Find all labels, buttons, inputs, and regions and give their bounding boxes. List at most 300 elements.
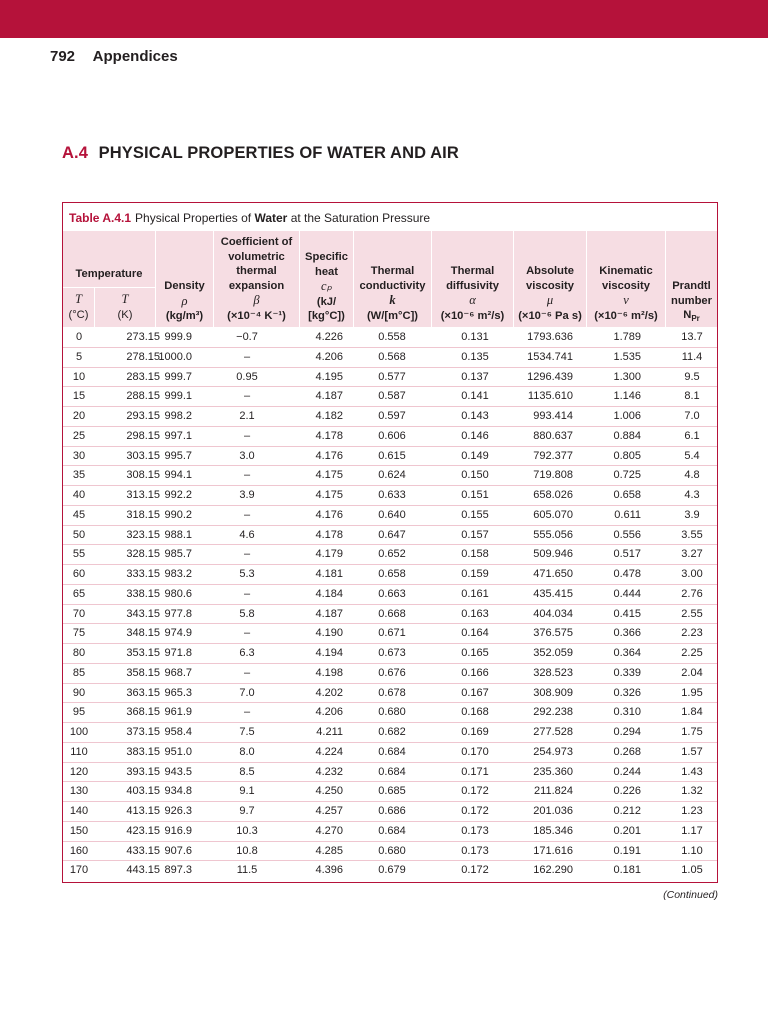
cell-temp-k: 313.15 [126, 489, 160, 501]
cell-expansion-coef: – [243, 587, 251, 600]
table-row [63, 723, 717, 743]
cell-prandtl-number: 1.23 [681, 805, 703, 817]
cell-temp-k: 348.15 [126, 627, 160, 640]
cell-kinematic-viscosity: 0.517 [613, 548, 641, 561]
cell-absolute-viscosity: 185.346 [533, 824, 573, 837]
cell-temp-c: 20 [72, 410, 86, 422]
continued-note: (Continued) [663, 889, 718, 901]
cell-specific-heat: 4.175 [315, 489, 343, 501]
header-heat-symbol: cₚ [321, 279, 332, 294]
cell-thermal-conductivity: 0.633 [378, 489, 406, 501]
header-pr-l2: number [670, 294, 713, 307]
header-density [156, 279, 213, 324]
header-thermal-diffusivity [432, 264, 513, 323]
cell-temp-k: 318.15 [126, 508, 160, 521]
table-row [63, 585, 717, 605]
cell-temp-c: 150 [69, 824, 89, 837]
cell-temp-k: 353.15 [126, 647, 160, 659]
cell-absolute-viscosity: 1793.636 [527, 331, 573, 343]
cell-expansion-coef: 5.3 [239, 568, 255, 580]
cell-density: 958.4 [164, 726, 192, 738]
header-coefficient [214, 235, 299, 324]
cell-temp-k: 273.15 [126, 331, 160, 343]
cell-temp-k: 393.15 [126, 765, 160, 778]
table-row [63, 664, 717, 684]
table-row [63, 545, 717, 565]
cell-temp-c: 100 [69, 726, 89, 738]
cell-expansion-coef: – [243, 390, 251, 403]
table-caption-post: at the Saturation Pressure [290, 211, 431, 225]
cell-absolute-viscosity: 162.290 [533, 864, 573, 877]
cell-absolute-viscosity: 719.808 [533, 469, 573, 482]
cell-prandtl-number: 4.3 [684, 489, 700, 501]
cell-expansion-coef: 8.5 [239, 765, 255, 778]
header-density-label: Density [164, 280, 205, 292]
header-tc-symbol: T [75, 292, 82, 306]
cell-temp-k: 288.15 [126, 390, 160, 403]
cell-density: 977.8 [164, 607, 192, 620]
running-head-title: Appendices [92, 48, 178, 65]
cell-thermal-conductivity: 0.640 [378, 508, 406, 521]
cell-temp-c: 140 [69, 805, 89, 817]
header-coef-l1: Coefficient of [220, 236, 293, 248]
cell-temp-c: 65 [72, 587, 86, 600]
header-coef-unit: (×10⁻⁴ K⁻¹) [227, 309, 286, 322]
cell-kinematic-viscosity: 0.268 [613, 745, 641, 758]
cell-thermal-diffusivity: 0.157 [461, 528, 489, 541]
header-abs-l2: viscosity [526, 279, 574, 292]
cell-thermal-diffusivity: 0.137 [461, 370, 489, 383]
cell-temp-c: 85 [72, 666, 86, 679]
header-heat-l1: Specific [305, 251, 348, 263]
cell-thermal-conductivity: 0.684 [378, 765, 406, 778]
cell-prandtl-number: 7.0 [684, 410, 700, 422]
cell-thermal-conductivity: 0.624 [378, 469, 406, 482]
header-abs-symbol: μ [546, 293, 554, 308]
cell-temp-c: 15 [72, 390, 86, 403]
cell-prandtl-number: 1.05 [681, 864, 703, 877]
cell-prandtl-number: 1.84 [681, 706, 703, 719]
cell-expansion-coef: 6.3 [239, 647, 255, 659]
header-kin-unit: (×10⁻⁶ m²/s) [594, 309, 658, 322]
cell-specific-heat: 4.175 [315, 469, 343, 482]
cell-thermal-conductivity: 0.673 [378, 647, 406, 659]
cell-density: 965.3 [164, 686, 192, 699]
cell-thermal-diffusivity: 0.150 [461, 469, 489, 482]
cell-prandtl-number: 3.00 [681, 568, 703, 580]
table-caption-number: Table A.4.1 [69, 211, 132, 225]
cell-kinematic-viscosity: 0.478 [613, 568, 641, 580]
cell-density: 988.1 [164, 528, 192, 541]
cell-density: 990.2 [164, 508, 192, 521]
cell-temp-c: 40 [72, 489, 86, 501]
cell-temp-c: 10 [72, 370, 86, 383]
table-row [63, 842, 717, 862]
cell-density: 934.8 [164, 785, 192, 798]
cell-temp-k: 363.15 [126, 686, 160, 699]
cell-absolute-viscosity: 328.523 [533, 666, 573, 679]
cell-density: 992.2 [164, 489, 192, 501]
cell-kinematic-viscosity: 0.244 [613, 765, 641, 778]
cell-thermal-diffusivity: 0.161 [461, 587, 489, 600]
cell-prandtl-number: 6.1 [684, 429, 700, 442]
cell-kinematic-viscosity: 0.364 [613, 647, 641, 659]
header-kinematic-viscosity [587, 264, 665, 323]
header-prandtl-number [666, 279, 717, 323]
table-row [63, 486, 717, 506]
cell-temp-k: 423.15 [126, 824, 160, 837]
table-row [63, 466, 717, 486]
cell-thermal-diffusivity: 0.172 [461, 805, 489, 817]
cell-expansion-coef: 3.0 [239, 449, 255, 462]
cell-expansion-coef: – [243, 469, 251, 482]
table-row [63, 328, 717, 348]
cell-temp-c: 50 [72, 528, 86, 541]
cell-thermal-diffusivity: 0.170 [461, 745, 489, 758]
cell-prandtl-number: 1.17 [681, 824, 703, 837]
cell-density: 983.2 [164, 568, 192, 580]
cell-thermal-diffusivity: 0.131 [461, 331, 489, 343]
cell-thermal-diffusivity: 0.165 [461, 647, 489, 659]
cell-specific-heat: 4.184 [315, 587, 343, 600]
cell-thermal-conductivity: 0.682 [378, 726, 406, 738]
cell-density: 997.1 [164, 429, 192, 442]
cell-density: 985.7 [164, 548, 192, 561]
cell-absolute-viscosity: 201.036 [533, 805, 573, 817]
cell-prandtl-number: 9.5 [684, 370, 700, 383]
cell-thermal-diffusivity: 0.173 [461, 844, 489, 857]
cell-temp-c: 170 [69, 864, 89, 877]
cell-absolute-viscosity: 509.946 [533, 548, 573, 561]
cell-expansion-coef: 4.6 [239, 528, 255, 541]
cell-thermal-diffusivity: 0.169 [461, 726, 489, 738]
header-heat-unit1: (kJ/ [316, 295, 337, 308]
table-row [63, 506, 717, 526]
cell-temp-c: 130 [69, 785, 89, 798]
cell-temp-k: 433.15 [126, 844, 160, 857]
cell-thermal-diffusivity: 0.171 [461, 765, 489, 778]
cell-temp-c: 25 [72, 429, 86, 442]
cell-kinematic-viscosity: 0.366 [613, 627, 641, 640]
cell-temp-k: 368.15 [126, 706, 160, 719]
cell-expansion-coef: – [243, 706, 251, 719]
cell-expansion-coef: – [243, 508, 251, 521]
cell-kinematic-viscosity: 1.535 [613, 350, 641, 363]
cell-kinematic-viscosity: 0.326 [613, 686, 641, 699]
cell-temp-c: 95 [72, 706, 86, 719]
cell-prandtl-number: 3.9 [684, 508, 700, 521]
cell-thermal-diffusivity: 0.135 [461, 350, 489, 363]
cell-kinematic-viscosity: 1.006 [613, 410, 641, 422]
header-tk-symbol: T [121, 292, 129, 306]
cell-kinematic-viscosity: 1.789 [613, 331, 641, 343]
cell-temp-c: 80 [72, 647, 86, 659]
cell-thermal-conductivity: 0.658 [378, 568, 406, 580]
section-title-text: PHYSICAL PROPERTIES OF WATER AND AIR [98, 144, 459, 162]
cell-density: 926.3 [164, 805, 192, 817]
cell-thermal-diffusivity: 0.168 [461, 706, 489, 719]
header-pr-sub: Pr [691, 314, 700, 324]
header-abs-unit: (×10⁻⁶ Pa s) [518, 309, 582, 322]
cell-absolute-viscosity: 277.528 [533, 726, 573, 738]
cell-expansion-coef: – [243, 429, 251, 442]
header-diff-l1: Thermal [450, 265, 495, 277]
cell-expansion-coef: – [243, 627, 251, 640]
table-caption [69, 211, 430, 225]
cell-expansion-coef: 9.7 [239, 805, 255, 817]
cell-thermal-conductivity: 0.679 [378, 864, 406, 877]
cell-density: 968.7 [164, 666, 192, 679]
cell-thermal-conductivity: 0.676 [378, 666, 406, 679]
cell-specific-heat: 4.224 [315, 745, 343, 758]
header-cond-symbol: k [389, 293, 396, 308]
cell-kinematic-viscosity: 0.181 [613, 864, 641, 877]
cell-temp-k: 293.15 [126, 410, 160, 422]
cell-thermal-conductivity: 0.684 [378, 745, 406, 758]
cell-thermal-diffusivity: 0.155 [461, 508, 489, 521]
header-thermal-conductivity [354, 264, 431, 323]
cell-expansion-coef: – [243, 350, 251, 363]
cell-specific-heat: 4.396 [315, 864, 343, 877]
cell-temp-k: 358.15 [126, 666, 160, 679]
cell-temp-k: 298.15 [126, 429, 160, 442]
running-head [50, 48, 178, 65]
header-kin-l2: viscosity [602, 279, 650, 292]
cell-expansion-coef: – [243, 666, 251, 679]
header-tc [63, 292, 94, 322]
cell-absolute-viscosity: 792.377 [533, 449, 573, 462]
cell-temp-c: 160 [69, 844, 89, 857]
cell-thermal-diffusivity: 0.159 [461, 568, 489, 580]
table-row [63, 782, 717, 802]
header-cond-l1: Thermal [370, 265, 415, 277]
cell-temp-k: 283.15 [126, 370, 160, 383]
cell-expansion-coef: 7.5 [239, 726, 255, 738]
cell-density: 943.5 [164, 765, 192, 778]
cell-density: 999.9 [164, 331, 192, 343]
header-tk-unit: (K) [117, 308, 133, 321]
cell-temp-k: 333.15 [126, 568, 160, 580]
header-kin-symbol: ν [623, 293, 629, 308]
header-kin-l1: Kinematic [599, 265, 653, 277]
cell-temp-c: 90 [72, 686, 86, 699]
cell-kinematic-viscosity: 0.556 [613, 528, 641, 541]
cell-kinematic-viscosity: 0.212 [613, 805, 641, 817]
cell-density: 974.9 [164, 627, 192, 640]
table-row [63, 565, 717, 585]
cell-density: 961.9 [164, 706, 192, 719]
cell-absolute-viscosity: 658.026 [533, 489, 573, 501]
cell-thermal-conductivity: 0.558 [378, 331, 406, 343]
header-heat-unit2: [kg°C]) [308, 310, 345, 323]
cell-absolute-viscosity: 376.575 [533, 627, 573, 640]
page-number: 792 [50, 48, 76, 65]
header-pr-sym: N [683, 309, 692, 322]
cell-absolute-viscosity: 1534.741 [527, 350, 573, 363]
cell-absolute-viscosity: 292.238 [533, 706, 573, 719]
cell-specific-heat: 4.178 [315, 429, 343, 442]
cell-density: 998.2 [164, 410, 192, 422]
cell-prandtl-number: 4.8 [684, 469, 700, 482]
header-diff-unit: (×10⁻⁶ m²/s) [440, 309, 505, 322]
table-row [63, 802, 717, 822]
header-absolute-viscosity [514, 264, 586, 323]
cell-density: 907.6 [164, 844, 192, 857]
cell-absolute-viscosity: 1135.610 [527, 390, 573, 403]
cell-kinematic-viscosity: 0.201 [613, 824, 641, 837]
cell-specific-heat: 4.176 [315, 449, 343, 462]
cell-expansion-coef: −0.7 [236, 331, 258, 343]
cell-expansion-coef: 10.8 [236, 844, 258, 857]
cell-temp-c: 5 [75, 350, 83, 363]
cell-prandtl-number: 1.32 [681, 785, 703, 798]
cell-thermal-diffusivity: 0.164 [461, 627, 489, 640]
cell-specific-heat: 4.187 [315, 390, 343, 403]
cell-temp-k: 303.15 [126, 449, 160, 462]
header-abs-l1: Absolute [526, 265, 574, 277]
header-temperature: Temperature [75, 268, 143, 280]
cell-thermal-diffusivity: 0.166 [461, 666, 489, 679]
cell-kinematic-viscosity: 0.310 [613, 706, 641, 719]
table-row [63, 526, 717, 546]
cell-prandtl-number: 2.04 [681, 666, 703, 679]
cell-specific-heat: 4.179 [315, 548, 343, 561]
cell-temp-k: 443.15 [126, 864, 160, 877]
cell-density: 951.0 [164, 745, 192, 758]
section-number: A.4 [62, 144, 88, 162]
cell-density: 999.1 [164, 390, 192, 403]
cell-thermal-diffusivity: 0.158 [461, 548, 489, 561]
cell-expansion-coef: 11.5 [236, 864, 258, 877]
table-caption-bold: Water [254, 211, 288, 225]
cell-thermal-diffusivity: 0.173 [461, 824, 489, 837]
cell-specific-heat: 4.181 [315, 568, 343, 580]
cell-absolute-viscosity: 254.973 [533, 745, 573, 758]
cell-absolute-viscosity: 880.637 [533, 429, 573, 442]
header-density-unit: (kg/m³) [165, 310, 204, 323]
table-row [63, 605, 717, 625]
cell-specific-heat: 4.190 [315, 627, 343, 640]
table-caption-pre: Physical Properties of [135, 211, 252, 225]
header-coef-l3: thermal [236, 265, 277, 278]
cell-thermal-conductivity: 0.680 [378, 706, 406, 719]
cell-specific-heat: 4.187 [315, 607, 343, 620]
table-row [63, 624, 717, 644]
cell-density: 971.8 [164, 647, 192, 659]
cell-temp-c: 55 [72, 548, 86, 561]
cell-specific-heat: 4.250 [315, 785, 343, 798]
header-tc-unit: (°C) [68, 308, 89, 321]
cell-density: 994.1 [164, 469, 192, 482]
cell-specific-heat: 4.176 [315, 508, 343, 521]
cell-temp-c: 60 [72, 568, 86, 580]
cell-thermal-diffusivity: 0.172 [461, 864, 489, 877]
cell-kinematic-viscosity: 0.658 [613, 489, 641, 501]
cell-temp-c: 75 [72, 627, 86, 640]
table-row [63, 348, 717, 368]
cell-temp-k: 413.15 [126, 805, 160, 817]
cell-prandtl-number: 2.55 [681, 607, 703, 620]
cell-prandtl-number: 2.23 [681, 627, 703, 640]
cell-specific-heat: 4.226 [315, 331, 343, 343]
cell-thermal-diffusivity: 0.143 [461, 410, 489, 422]
table-row [63, 743, 717, 763]
header-density-symbol: ρ [181, 293, 188, 308]
cell-temp-k: 308.15 [126, 469, 160, 482]
cell-temp-k: 338.15 [126, 587, 160, 600]
table-row [63, 861, 717, 881]
cell-expansion-coef: 7.0 [239, 686, 255, 699]
cell-density: 995.7 [164, 449, 192, 462]
cell-thermal-diffusivity: 0.163 [461, 607, 489, 620]
cell-thermal-conductivity: 0.668 [378, 607, 406, 620]
cell-prandtl-number: 13.7 [681, 331, 703, 343]
cell-expansion-coef: 10.3 [236, 824, 258, 837]
cell-kinematic-viscosity: 0.339 [613, 666, 641, 679]
cell-specific-heat: 4.285 [315, 844, 343, 857]
cell-temp-c: 110 [70, 745, 88, 758]
cell-thermal-diffusivity: 0.141 [461, 390, 489, 403]
cell-absolute-viscosity: 555.056 [533, 528, 573, 541]
header-specific-heat [300, 250, 353, 324]
cell-prandtl-number: 3.27 [681, 548, 703, 561]
cell-temp-c: 45 [72, 508, 86, 521]
cell-temp-k: 323.15 [126, 528, 160, 541]
cell-density: 1000.0 [158, 350, 192, 363]
cell-prandtl-number: 1.43 [681, 765, 703, 778]
cell-thermal-conductivity: 0.606 [378, 429, 406, 442]
cell-temp-c: 30 [72, 449, 86, 462]
cell-thermal-conductivity: 0.663 [378, 587, 406, 600]
cell-thermal-conductivity: 0.587 [378, 390, 406, 403]
cell-specific-heat: 4.206 [315, 706, 343, 719]
cell-temp-k: 373.15 [126, 726, 160, 738]
top-color-bar [0, 0, 768, 38]
cell-kinematic-viscosity: 1.146 [613, 390, 641, 403]
cell-thermal-conductivity: 0.577 [378, 370, 406, 383]
cell-expansion-coef: 9.1 [239, 785, 255, 798]
cell-expansion-coef: 8.0 [239, 745, 255, 758]
cell-temp-k: 403.15 [126, 785, 160, 798]
cell-specific-heat: 4.194 [315, 647, 343, 659]
header-cond-l2: conductivity [359, 279, 426, 292]
cell-prandtl-number: 1.75 [681, 726, 703, 738]
cell-thermal-conductivity: 0.684 [378, 824, 406, 837]
cell-kinematic-viscosity: 0.415 [613, 607, 641, 620]
cell-kinematic-viscosity: 0.191 [613, 844, 641, 857]
cell-temp-c: 35 [72, 469, 86, 482]
cell-absolute-viscosity: 352.059 [533, 647, 573, 659]
cell-specific-heat: 4.195 [315, 370, 343, 383]
header-pr-symbol [683, 309, 700, 324]
cell-prandtl-number: 1.57 [681, 745, 703, 758]
cell-specific-heat: 4.178 [315, 528, 343, 541]
header-diff-l2: diffusivity [446, 279, 499, 292]
cell-temp-k: 278.15 [126, 350, 160, 363]
table-row [63, 644, 717, 664]
header-diff-symbol: α [469, 293, 476, 308]
cell-kinematic-viscosity: 0.884 [613, 429, 641, 442]
cell-thermal-conductivity: 0.615 [378, 449, 406, 462]
cell-thermal-conductivity: 0.678 [378, 686, 406, 699]
header-pr-l1: Prandtl [672, 280, 711, 292]
cell-absolute-viscosity: 471.650 [533, 568, 573, 580]
cell-thermal-conductivity: 0.568 [378, 350, 406, 363]
header-heat-l2: heat [314, 265, 338, 278]
cell-temp-c: 120 [69, 765, 89, 778]
water-properties-table [62, 202, 718, 883]
cell-specific-heat: 4.211 [316, 726, 343, 738]
